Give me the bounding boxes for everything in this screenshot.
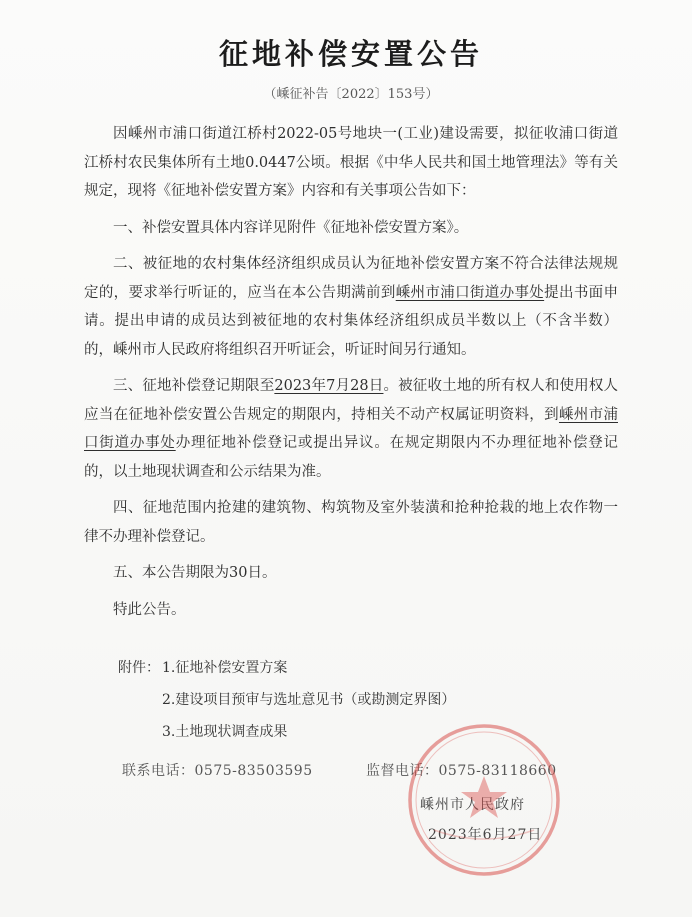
paragraph-item-3: [84, 372, 618, 486]
issuer-name: 嵊州市人民政府: [420, 797, 525, 813]
paragraph-item-3-text-b: 。被征收土地的所有权人和使用权人应当在征地补偿安置公告规定的期限内，持相关不动产权属证明资料，到: [84, 378, 619, 423]
attachment-item: 2.建设项目预审与选址意见书（或勘测定界图）: [162, 692, 456, 708]
paragraph-item-3-text-c: 办理征地补偿登记或提出异议。在规定期限内不办理征地补偿登记的，以土地现状调查和公示结果为准。: [84, 435, 619, 480]
underlined-deadline-date: 2023年7月28日: [274, 378, 384, 394]
attachments-list: [84, 652, 618, 748]
notice-body: [84, 120, 618, 624]
paragraph-closing: 特此公告。: [113, 601, 186, 618]
attachment-row-1: [84, 652, 618, 684]
underlined-office-name-2: 嵊州市浦口街道办事处: [84, 406, 618, 451]
attachments-label: 附件：: [118, 660, 160, 676]
paragraph-item-1: 一、补偿安置具体内容详见附件《征地补偿安置方案》。: [113, 219, 469, 236]
page-title: 征地补偿安置公告: [218, 37, 483, 71]
underlined-office-name: 嵊州市浦口街道办事处: [395, 284, 545, 301]
document-number: （嵊征补告〔2022〕153号）: [263, 87, 439, 102]
attachment-item: 1.征地补偿安置方案: [162, 660, 288, 676]
paragraph-item-4: 四、征地范围内抢建的建筑物、构筑物及室外装潢和抢种抢栽的地上农作物一律不办理补偿登记。: [84, 500, 618, 545]
paragraph-item-2-text-b: 提出书面申请。提出申请的成员达到被征地的农村集体经济组织成员半数以上（不含半数）的，嵊州市人民政府将组织召开听证会，听证时间另行通知。: [84, 284, 619, 358]
paragraph-item-5: 五、本公告期限为30日。: [113, 565, 277, 581]
contact-phone: 联系电话：0575-83503595: [122, 763, 313, 779]
issue-date: 2023年6月27日: [428, 827, 543, 843]
paragraph-item-3-text-a: 三、征地补偿登记期限至: [113, 378, 275, 394]
paragraph-item-2-text-a: 二、被征地的农村集体经济组织成员认为征地补偿安置方案不符合法律法规规定的，要求举行听证的，应当在本公告期满前到: [84, 256, 618, 301]
paragraph-intro: 因嵊州市浦口街道江桥村2022-05号地块一(工业)建设需要，拟征收浦口街道江桥村农民集体所有土地0.0447公顷。根据《中华人民共和国土地管理法》等有关规定，现将《征地补偿安置方案》内容和有关事项公告如下：: [84, 126, 618, 199]
paragraph-item-2: [84, 250, 618, 364]
supervision-phone: 监督电话：0575-83118660: [366, 763, 557, 779]
attachment-item: 3.土地现状调查成果: [162, 724, 288, 740]
